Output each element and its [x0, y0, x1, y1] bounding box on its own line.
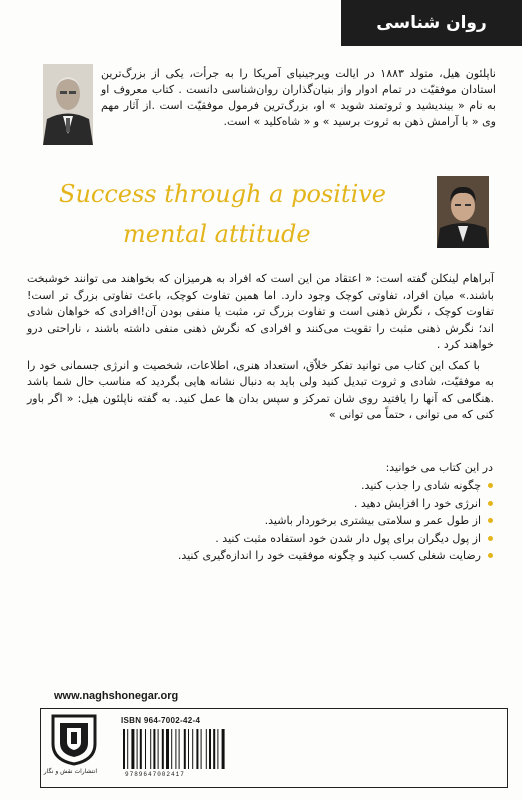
- list-item: چگونه شادی را جذب کنید.: [30, 477, 493, 495]
- list-intro: در این کتاب می خوانید:: [385, 461, 493, 474]
- barcode-bar: [162, 729, 164, 769]
- list-item: انرژی خود را افزایش دهید .: [30, 495, 493, 513]
- publisher-logo-icon: [51, 714, 97, 766]
- barcode-bar: [140, 729, 142, 769]
- description: [27, 271, 494, 428]
- bullet-icon: [488, 553, 493, 558]
- barcode-bar: [179, 729, 180, 769]
- publisher-logo: [43, 714, 97, 782]
- author-intro: ناپلئون هیل، متولد ۱۸۸۳ در ایالت ویرجینیای آمریکا را به جرأت، یکی از بزرگ‌ترین استادان موفقیّت در تمام ادوار واز بنیان‌گذاران روان‌شناسی دانست . کتاب معروف او به نام « بیندیشید و ثروتمند شوید » او، بزرگ‌ترین فرمول موفقیّت است .از آثار مهم وی « با آرامش ذهن به ثروت برسید » و « شاه‌کلید » است.: [101, 67, 496, 128]
- barcode-bar: [131, 729, 134, 769]
- barcode-bar: [158, 729, 159, 769]
- barcode-bar: [196, 729, 198, 769]
- barcode-bar: [184, 729, 186, 769]
- barcode-bar: [150, 729, 151, 769]
- barcode-bar: [192, 729, 193, 769]
- barcode: [121, 729, 241, 771]
- barcode-bar: [127, 729, 128, 769]
- barcode-bar: [171, 729, 172, 769]
- barcode-bar: [213, 729, 215, 769]
- author-portrait: [43, 64, 93, 145]
- barcode-bar: [201, 729, 202, 769]
- contents-list: [30, 477, 493, 565]
- barcode-bar: [209, 729, 211, 769]
- publisher-website: www.naghshonegar.org: [54, 690, 179, 702]
- book-title-line-2: mental attitude: [123, 220, 311, 248]
- barcode-bar: [222, 729, 225, 769]
- bullet-icon: [488, 483, 493, 488]
- list-item: از طول عمر و سلامتی بیشتری برخوردار باشید.: [30, 512, 493, 530]
- publisher-name: انتشارات نقش و نگار: [43, 768, 97, 775]
- barcode-bar: [137, 729, 138, 769]
- barcode-bar: [153, 729, 155, 769]
- list-item: از پول دیگران برای پول دار شدن خود استفاده مثبت کنید .: [30, 530, 493, 548]
- author-portrait-young: [437, 176, 489, 248]
- isbn: ISBN 964-7002-42-4: [121, 716, 201, 725]
- barcode-bar: [123, 729, 125, 769]
- book-title-line-1: Success through a positive: [59, 180, 386, 208]
- publisher-box: [40, 708, 508, 788]
- bullet-icon: [488, 536, 493, 541]
- barcode-bar: [145, 729, 146, 769]
- bullet-icon: [488, 518, 493, 523]
- barcode-bar: [166, 729, 169, 769]
- barcode-number: 9789647002417: [125, 771, 185, 778]
- barcode-bar: [206, 729, 207, 769]
- bullet-icon: [488, 501, 493, 506]
- category-label: روان شناسی: [341, 0, 522, 46]
- barcode-bar: [175, 729, 176, 769]
- barcode-bar: [188, 729, 189, 769]
- list-item: رضایت شغلی کسب کنید و چگونه موفقیت خود را اندازه‌گیری کنید.: [30, 547, 493, 565]
- description-paragraph-2: با کمک این کتاب می توانید تفکر خلاّق، استعداد هنری، اطلاعات، شخصیت و انرژی جسمانی خود را به موفقیّت، شادی و ثروت تبدیل کنید ولی باید به دنبال نشانه هایی بگردید که مناسب حال شما باشد .هنگامی که آنها را یافتید روی شان تمرکز و سپس بدان ها عمل کنید. به گفته ناپلئون هیل: « اگر باور کنی که می توانی ، حتماً می توانی »: [27, 358, 494, 421]
- barcode-bar: [217, 729, 218, 769]
- description-paragraph-1: آبراهام لینکلن گفته است: « اعتقاد من این است که افراد به هرمیزان که بخواهند می توانند خوشبخت باشند.» میان افراد، تفاوتی کوچک وجود دارد. اما همین تفاوت کوچک، باعث تفاوتی بزرگ تر است! تفاوت کوچک ، نگرش ذهنی است و تفاوت بزرگ تر، مثبت یا منفی بودن آن!افرادی که خواهان شادی اند؛ نگرش ذهنی مثبت را تقویت می‌کنند و افرادی که نگرش ذهنی منفی داشته باشند ، ناراحتی درو خواهند کرد .: [27, 272, 494, 351]
